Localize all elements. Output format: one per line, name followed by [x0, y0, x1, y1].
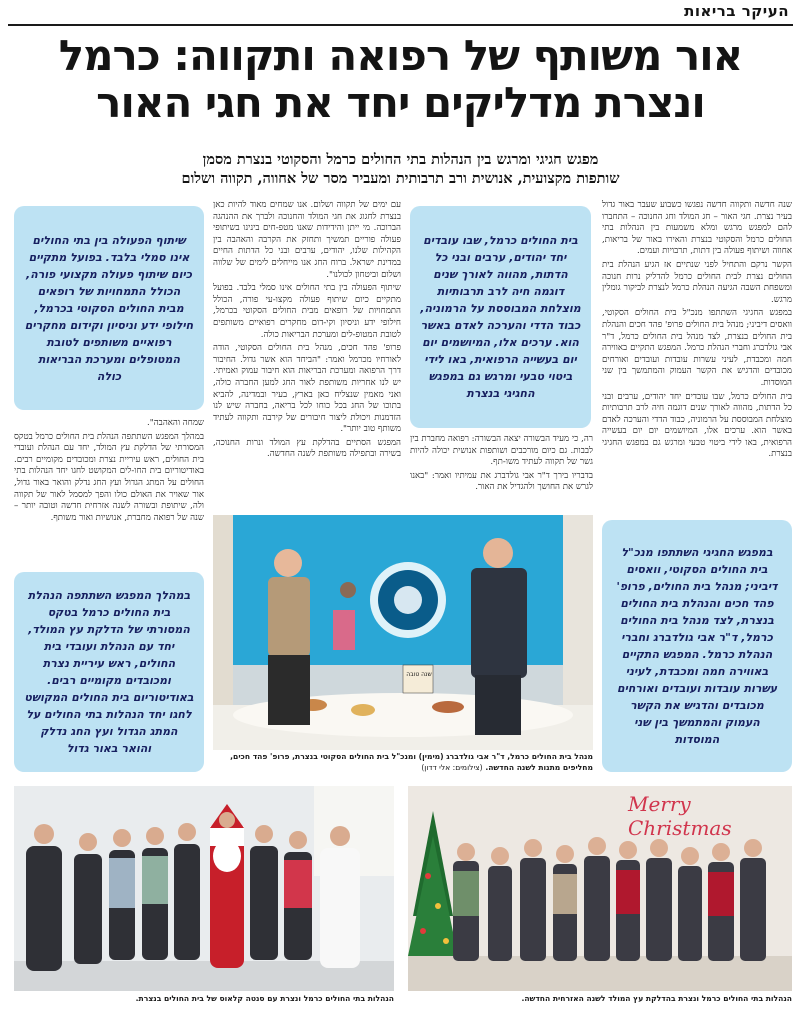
main-photo-caption — [213, 752, 593, 773]
pull-quote-left-bottom — [14, 572, 204, 772]
photo-credit: (צילומים: אלי דדון) — [421, 762, 483, 772]
paragraph: המפגש הסתיים בהדלקת עץ המולד ונרות החנוכה, בשירה ובתפילה משותפת לשנה החדשה. — [213, 437, 401, 460]
section-rule — [8, 24, 793, 26]
gift-exchange-illustration — [213, 515, 593, 750]
santa-group-illustration — [14, 786, 394, 991]
paragraph: במהלך המפגש השתתפה הנהלת בית החולים כרמל בטקס המסורתי של הדלקת עץ המולד, יחד עם הנהלת ועובדי בית החולים, ראש עיריית נצרת ומכובדים מקומיים רבים. באודיטוריום בית החו-לים המקושט לחגו יחד הנהלות בתי החולים על המתג הגדול ועץ החג נדלק והואר באור גדול, אור שאויר את האולם כולו והפך למסמל לאור של תקווה ולה, שיתופת ובשורה לשנה אזרחית חדשה וטובה יותר – שנה של רפואה מחברת, אנושיות ואור משותף. — [14, 431, 204, 523]
subheadline-line-1: מפגש חגיגי ומרגש בין הנהלות בתי החולים כרמל והסקוטי בנצרת מסמן — [202, 151, 599, 168]
bottom-left-photo — [14, 786, 394, 991]
gift-sign: שנה טובה — [406, 671, 432, 678]
pull-quote-left-top — [14, 206, 204, 410]
bottom-right-photo — [408, 786, 792, 991]
paragraph: שמחה והאהבה". — [147, 418, 204, 428]
headline-line-2: ונצרת מדליקים יחד את חגי האור — [96, 78, 705, 127]
paragraph: עם ימים של תקווה ושלום. אנו שמחים מאוד להיות כאן בנצרת לחגוג את חגי המולד והחנוכה ולברך את ההנהגה הברוכה. מי ייתן והידידות שאנו מטפ-חים בינינו בשיתופי פעולה פוריים תמשיך ותחזק את הקרבה והאהבה בין הקהילות שלנו, יהודים, ערבים ובני כל הדתות החיים במדינת ישראל. ברוח החג אנו מייחלים לימים של שלווה ושלום וביטחון לכולנו". — [213, 200, 401, 280]
pull-quote-right-bottom — [602, 520, 792, 772]
bottom-right-caption: הנהלות בתי החולים כרמל ונצרת בהדלקת עץ המולד לשנה האזרחית החדשה. — [521, 994, 792, 1003]
body-column-left — [14, 418, 204, 566]
pull-quote-center — [410, 206, 591, 428]
headline — [14, 32, 787, 126]
paragraph: בדבריו בירך ד"ר אבי גולדברג את עמיתיו ואמר: "באנו לגרש את החושך ולהגדיל את האור. — [410, 470, 593, 493]
pull-quote-text: במפגש החגיגי השתתפו מנכ"ל בית החולים הסקוטי, וואסים דיביני; מנהל בית החולים, פרופ' פהד חכים והנהלת בית החולים בנצרת, לצד מנהל בית החולים כרמל, ד"ר אבי גולדברג וחברי הנהלת כרמל. המפגש התקיים באווירה חמה ומכבדת, לעיני עשרות עובדות ועובדים ואורחים מכובדים והדגיש את הקשר העמוק והמתמשך בין שני המוסדות — [616, 546, 778, 746]
paragraph: שיתוף הפעולה בין בתי החולים אינו סמלי בלבד. בפועל מתקיים כיום שיתוף פעולה מקצו-עי פורה, הכולל התמחויות של רופאים מבית החולים הסקוטי בכרמל, חילופי ידע וניסיון וקי-דום מחקרים רפואיים משותפים לטובת המטופ-לים ומערכת הבריאות כולה. — [213, 283, 401, 340]
main-photo — [213, 515, 593, 750]
main-caption-text: מנהל בית החולים כרמל, ד"ר אבי גולדברג (מימין) ומנכ"ל בית החולים הסקוטי בנצרת, פרופ' פהד חכים, מחליפים מתנות לשנה החדשה. — [230, 752, 593, 772]
pull-quote-text: במהלך המפגש השתתפה הנהלת בית החולים כרמל בטקס המסורתי של הדלקת עץ המולד, יחד עם הנהלת ועובדי בית החולים, ראש עיריית נצרת ומכובדים מקומיים רבים. באודיטוריום בית החולים המקושט לחגו יחד הנהלות בתי החולים על המתג הגדול ועץ החג נדלק והואר באור גדול — [24, 589, 194, 755]
paragraph: בית החולים כרמל, שבו עובדים יחד יהודים, ערבים ובני כל הדתות, מהווה לאורך שנים דוגמה חיה לרב תרבותיות מוצלחת המבוססת על הרמוניה, כבוד הדדי והערכה לאדם באשר הוא. ערכים אלו, המיושמים יום יום בעשייה הרפואית, באו לידי ביטוי טבעי ומרגש גם במפגש החגיגי בנצרת. — [602, 391, 792, 460]
pull-quote-text: שיתוף הפעולה בין בתי החולים אינו סמלי בלבד. בפועל מתקיים כיום שיתוף פעולה מקצועי פורה, הכולל התמחויות של רופאים מבית החולים הסקוטי בכרמל, חילופי ידע וניסיון וקידום מחקרים רפואיים משותפים לטובת המטופלים ומערכת הבריאות כולה — [24, 233, 194, 383]
paragraph: הקשר נרקם והתחיל לפני שנתיים אז הגיע הנהלת בית החולים נצרת לבית החולים כרמל להדליק נרות חנוכה ומשפחת השבה הגיעה הנהלת כרמל לנצרת לביקור גומלין מרגש. — [602, 259, 792, 305]
subheadline-line-2: שותפות מקצועית, אנושית ורב תרבותית ומעביר מסר של אחווה, תקווה ושלום — [181, 170, 620, 187]
body-column-middle — [410, 434, 593, 514]
body-column-center — [213, 200, 401, 514]
christmas-banner: Merry Christmas — [628, 792, 732, 840]
subheadline — [30, 150, 771, 188]
headline-line-1: אור משותף של רפואה ותקווה: כרמל — [58, 31, 743, 80]
body-column-right — [602, 200, 792, 522]
paragraph: פרופ' פהד חכים, מנהל בית החולים הסקוטי, הודה לאורחיו מכרמל ואמר: "הביחד הוא אשר גדול. החיבור דרך הרפואה ומערכת הבריאות הוא חיבור עמוק ואמיתי. יש לנו אחריות משותפת לאור החג למען החברה כולה, ואני מאמין שנצליח כאן בארץ, בעיר ובמדינה, להביא בתוכו של החג בכל כוחו לכל בריאה, בחברה שיש לנו הזדמנות ויכולת ליצור חיבורים של קירבה ותקווה לעתיד משותף טוב יותר". — [213, 343, 401, 435]
paragraph: רה, כי מעיד הבשורה יצאה הבשורה: רפואה מחברת בין לבבות. גם כיום מורכבים ושותפות אנושית יכולה להיות גשר של תקווה לעתיד משו-תף. — [410, 434, 593, 468]
paragraph: במפגש החגיגי השתתפו מנכ"ל בית החולים הסקוטי, וואסים דיביני; מנהל בית החולים פרופ' פהד חכים והנהלת בית החולים בנצרת, לצד מנהל בית החולים כרמל, ד"ר אבי גולדברג וחברי הנהלת כרמל. המפגש התקיים באווירה חמה ומכבדת, לעיני עשרות עובדות ועובדים ואורחים מכובדים והדגיש את הקשר העמוק והמתמשך בין שני המוסדות. — [602, 308, 792, 388]
bottom-left-caption: הנהלות בתי החולים כרמל ונצרת עם סנטה קלאוס של בית החולים בנצרת. — [135, 994, 394, 1003]
paragraph: שנה חדשה ותקווה חדשה נפגשו כשבוע שעבר באור גדול בעיר נצרת. חגי האור – חג המולד וחג החנוכה – התחברו להם למפגש מרגש ומלא משמעות בין הנהלות בתי החולים כרמל והסקוטי בנצרת והאירו באור של בריאות, אחווה ושיתוף פעולה בין דתות, תרבויות ועמים. — [602, 200, 792, 257]
section-rail — [0, 0, 801, 28]
section-tag: העיקר בריאות — [684, 2, 789, 20]
pull-quote-text: בית החולים כרמל, שבו עובדים יחד יהודים, ערבים ובני כל הדתות, מהווה לאורך שנים דוגמה חיה לרב תרבותיות מוצלחת המבוססת על הרמוניה, כבוד הדדי והערכה לאדם באשר הוא. ערכים אלו, המיושמים יום יום בעשייה הרפואית, באו לידי ביטוי טבעי ומרגש גם במפגש החגיגי בנצרת — [420, 234, 581, 400]
